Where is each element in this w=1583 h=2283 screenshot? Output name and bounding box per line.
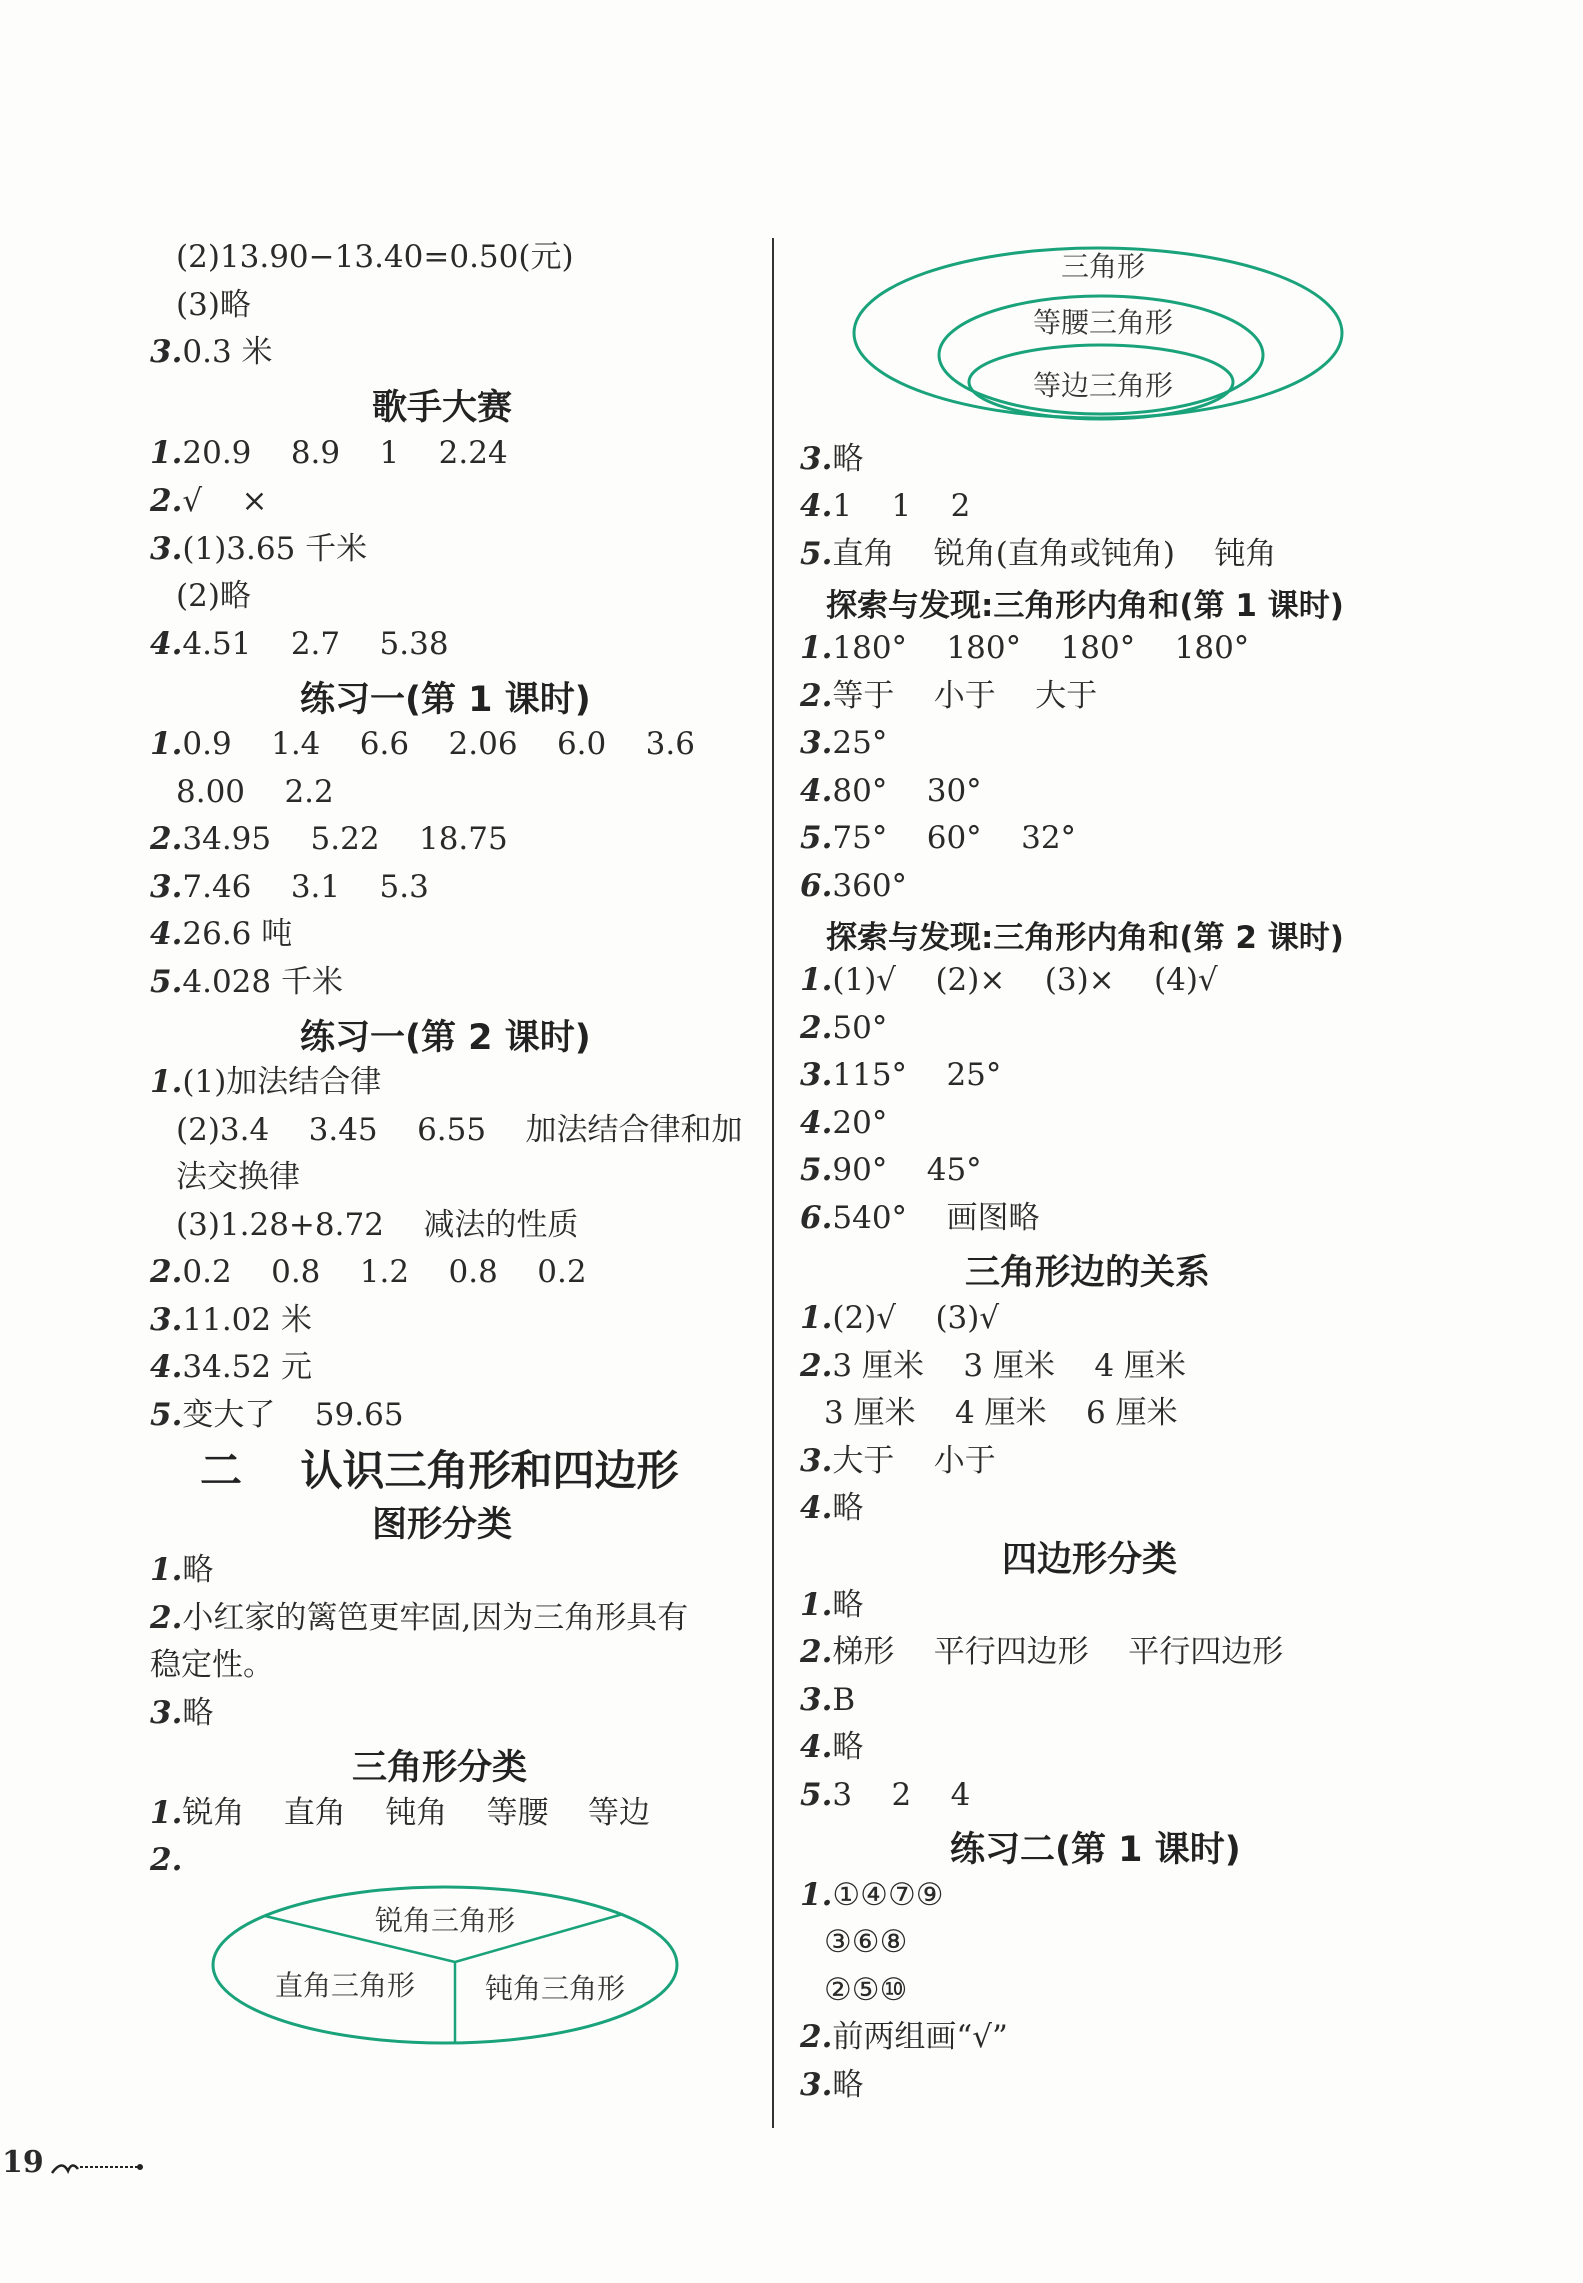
answer-item-2: 2.梯形 平行四边形 平行四边形	[800, 1634, 1284, 1670]
answer-item-3: 3.略	[800, 2067, 864, 2103]
answer-item-1: 1.①④⑦⑨	[800, 1877, 944, 1913]
answer-item-5: 5.变大了 59.65	[150, 1397, 404, 1433]
answer-line: 8.00 2.2	[176, 774, 334, 810]
answer-item-4: 4.34.52 元	[150, 1349, 312, 1385]
footer-ornament-icon	[50, 2155, 145, 2179]
answer-line: 3 厘米 4 厘米 6 厘米	[824, 1395, 1178, 1431]
section-title: 练习一(第 2 课时)	[300, 1018, 591, 1058]
answer-line: (3)1.28+8.72 减法的性质	[176, 1207, 579, 1243]
answer-line: (3)略	[176, 287, 251, 323]
chapter-title: 二 认识三角形和四边形	[200, 1446, 679, 1495]
answer-item-4: 4.略	[800, 1490, 864, 1526]
answer-item-2: 2.50°	[800, 1010, 888, 1046]
answer-item-1: 1.20.9 8.9 1 2.24	[150, 435, 508, 471]
answer-item-6: 6.360°	[800, 868, 908, 904]
answer-item-3: 3.B	[800, 1682, 856, 1718]
answer-item-3: 3.25°	[800, 725, 888, 761]
section-title: 练习一(第 1 课时)	[300, 680, 591, 720]
venn-label-isosceles: 等腰三角形	[1032, 306, 1174, 339]
page-number: 19	[2, 2145, 44, 2180]
answer-item-3: 3.(1)3.65 千米	[150, 531, 368, 567]
answer-item-5: 5.90° 45°	[800, 1152, 982, 1188]
answer-item-1: 1.0.9 1.4 6.6 2.06 6.0 3.6	[150, 726, 695, 762]
answer-item-1: 1.(1)√ (2)× (3)× (4)√	[800, 962, 1218, 998]
answer-item-5: 5.75° 60° 32°	[800, 820, 1077, 856]
answer-item-1: 1.(2)√ (3)√	[800, 1300, 1000, 1336]
answer-item-4: 4.26.6 吨	[150, 916, 293, 952]
answer-item-3: 3.略	[800, 441, 864, 477]
section-title: 四边形分类	[1002, 1540, 1178, 1580]
triangle-venn-diagram	[845, 240, 1345, 430]
section-title: 探索与发现:三角形内角和(第 2 课时)	[826, 920, 1344, 956]
section-title: 三角形边的关系	[965, 1253, 1211, 1293]
answer-item-2: 2.	[150, 1842, 183, 1878]
section-title: 探索与发现:三角形内角和(第 1 课时)	[826, 588, 1344, 624]
column-divider	[772, 238, 774, 2128]
answer-item-2: 2.34.95 5.22 18.75	[150, 821, 508, 857]
answer-item-1: 1.(1)加法结合律	[150, 1064, 382, 1100]
answer-item-1: 1.锐角 直角 钝角 等腰 等边	[150, 1795, 651, 1831]
venn-label-triangle: 三角形	[1060, 250, 1146, 283]
venn-label-equilateral: 等边三角形	[1032, 369, 1174, 402]
answer-item-2: 2.0.2 0.8 1.2 0.8 0.2	[150, 1254, 587, 1290]
answer-item-2: 2.3 厘米 3 厘米 4 厘米	[800, 1348, 1186, 1384]
triangle-classification-diagram	[205, 1880, 685, 2050]
answer-item-6: 6.540° 画图略	[800, 1200, 1040, 1236]
answer-item-3: 3.大于 小于	[800, 1443, 996, 1479]
section-title: 图形分类	[372, 1505, 513, 1545]
answer-item-2: 2.前两组画“√”	[800, 2019, 1008, 2055]
answer-item-4: 4.1 1 2	[800, 488, 971, 524]
answer-item-1: 1.略	[150, 1552, 214, 1588]
answer-item-5: 5.3 2 4	[800, 1777, 971, 1813]
answer-item-4: 4.20°	[800, 1105, 888, 1141]
answer-line: ③⑥⑧	[824, 1924, 908, 1960]
answer-item-2: 2.小红家的篱笆更牢固,因为三角形具有	[150, 1600, 689, 1636]
answer-line: ②⑤⑩	[824, 1972, 908, 2008]
answer-line: 法交换律	[176, 1159, 300, 1195]
diagram-label-obtuse: 钝角三角形	[484, 1972, 626, 2005]
answer-item-1: 1.略	[800, 1587, 864, 1623]
answer-item-4: 4.略	[800, 1729, 864, 1765]
answer-item-5: 5.直角 锐角(直角或钝角) 钝角	[800, 536, 1277, 572]
answer-item-3: 3.略	[150, 1695, 214, 1731]
answer-item-3: 3.11.02 米	[150, 1302, 312, 1338]
section-title: 歌手大赛	[372, 388, 513, 428]
section-title: 三角形分类	[352, 1748, 528, 1788]
answer-item-5: 5.4.028 千米	[150, 964, 343, 1000]
answer-item-1: 1.180° 180° 180° 180°	[800, 630, 1250, 666]
answer-line: (2)略	[176, 578, 251, 614]
diagram-label-acute: 锐角三角形	[374, 1904, 516, 1937]
answer-item-4: 4.4.51 2.7 5.38	[150, 626, 449, 662]
diagram-label-right: 直角三角形	[274, 1969, 416, 2002]
answer-line: 稳定性。	[150, 1647, 274, 1683]
answer-item-2: 2.等于 小于 大于	[800, 678, 1098, 714]
answer-item-2: 2.√ ×	[150, 483, 268, 519]
answer-line: (2)13.90−13.40=0.50(元)	[176, 239, 574, 275]
answer-item-3: 3.115° 25°	[800, 1057, 1002, 1093]
section-title: 练习二(第 1 课时)	[950, 1830, 1241, 1870]
answer-line: (2)3.4 3.45 6.55 加法结合律和加	[176, 1112, 743, 1148]
answer-item-4: 4.80° 30°	[800, 773, 982, 809]
answer-item-3: 3.0.3 米	[150, 334, 273, 370]
answer-item-3: 3.7.46 3.1 5.3	[150, 869, 429, 905]
